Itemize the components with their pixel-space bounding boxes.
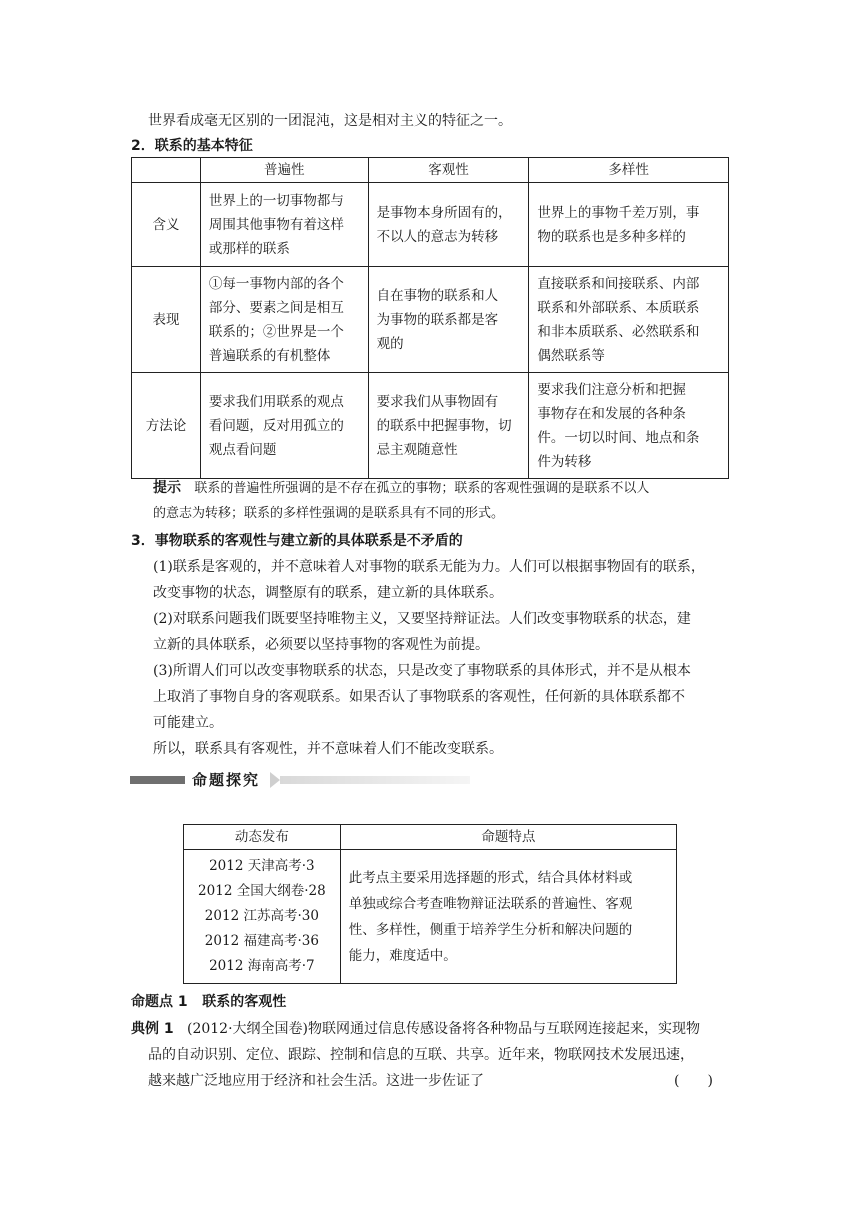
list-item: 2012 江苏高考·30 [204, 908, 319, 924]
banner-bar [130, 776, 185, 784]
row-label: 方法论 [132, 373, 201, 479]
banner-title: 命题探究 [192, 771, 261, 789]
tip-label: 提示 [153, 480, 181, 496]
list-item: 2012 海南高考·7 [209, 958, 315, 974]
table-cell: 世界上的事物千差万别，事 物的联系也是多种多样的 [529, 183, 729, 267]
header-universality: 普遍性 [200, 158, 368, 183]
example-line: 越来越广泛地应用于经济和社会生活。这进一步佐证了 [148, 1073, 484, 1089]
example-label: 典例 1 [131, 1021, 174, 1037]
section-3-line: 所以，联系具有客观性，并不意味着人们不能改变联系。 [153, 741, 503, 757]
example-line-1: 典例 1 (2012·大纲全国卷)物联网通过信息传感设备将各种物品与互联网连接起来，实现物 [131, 1021, 700, 1037]
answer-bracket: ( ) [674, 1073, 713, 1089]
table-cell: 要求我们注意分析和把握 事物存在和发展的各种条 件。一切以时间、地点和条 件为转移 [529, 373, 729, 479]
table-row [132, 267, 729, 373]
header-objectivity: 客观性 [368, 158, 529, 183]
table-cell: 要求我们用联系的观点 看问题，反对用孤立的 观点看问题 [200, 373, 368, 479]
table-cell: 自在事物的联系和人 为事物的联系都是客 观的 [368, 267, 529, 373]
chevron-right-icon [270, 772, 280, 788]
section-3-line: 上取消了事物自身的客观联系。如果否认了事物联系的客观性，任何新的具体联系都不 [153, 689, 685, 705]
features-table-header [132, 158, 729, 183]
point-title: 联系的客观性 [202, 994, 287, 1010]
header-diversity: 多样性 [529, 158, 729, 183]
point-heading [131, 990, 286, 1014]
row-label: 含义 [132, 183, 201, 267]
table-row [184, 850, 677, 984]
header-empty [132, 158, 201, 183]
table-row [132, 373, 729, 479]
banner-fade [280, 776, 470, 784]
table-row [132, 183, 729, 267]
table-cell: ①每一事物内部的各个 部分、要素之间是相互 联系的；②世界是一个 普遍联系的有机整体 [200, 267, 368, 373]
point-label: 命题点 1 [131, 994, 188, 1010]
section-3-line: 立新的具体联系，必须要以坚持事物的客观性为前提。 [153, 637, 489, 653]
section-2-heading: 2．联系的基本特征 [131, 138, 253, 154]
section-3-heading: 3．事物联系的客观性与建立新的具体联系是不矛盾的 [131, 533, 463, 549]
header-features: 命题特点 [340, 825, 676, 850]
exam-table [183, 824, 677, 984]
tip-line-1: 提示 联系的普遍性所强调的是不存在孤立的事物；联系的客观性强调的是联系不以人 [153, 480, 650, 496]
table-cell: 直接联系和间接联系、内部 联系和外部联系、本质联系 和非本质联系、必然联系和 偶然联系等 [529, 267, 729, 373]
row-label: 表现 [132, 267, 201, 373]
table-cell: 要求我们从事物固有 的联系中把握事物，切 忌主观随意性 [368, 373, 529, 479]
intro-line: 世界看成毫无区别的一团混沌，这是相对主义的特征之一。 [148, 113, 512, 129]
header-release: 动态发布 [184, 825, 341, 850]
features-cell: 此考点主要采用选择题的形式，结合具体材料或 单独或综合考查唯物辩证法联系的普遍性、客观 性、多样性，侧重于培养学生分析和解决问题的 能力，难度适中。 [340, 850, 676, 984]
table-cell: 是事物本身所固有的， 不以人的意志为转移 [368, 183, 529, 267]
section-3-line: (1)联系是客观的，并不意味着人对事物的联系无能为力。人们可以根据事物固有的联系， [153, 559, 705, 575]
tip-line-2: 的意志为转移；联系的多样性强调的是联系具有不同的形式。 [153, 506, 505, 521]
table-cell: 世界上的一切事物都与 周围其他事物有着这样 或那样的联系 [200, 183, 368, 267]
list-item: 2012 福建高考·36 [204, 933, 319, 949]
list-item: 2012 天津高考·3 [209, 858, 315, 874]
list-item: 2012 全国大纲卷·28 [198, 883, 326, 899]
exam-table-header [184, 825, 677, 850]
section-3-line: 改变事物的状态，调整原有的联系，建立新的具体联系。 [153, 585, 503, 601]
section-3-line: (3)所谓人们可以改变事物联系的状态，只是改变了事物联系的具体形式，并不是从根本 [153, 663, 691, 679]
release-list [184, 850, 341, 984]
example-line: 品的自动识别、定位、跟踪、控制和信息的互联、共享。近年来，物联网技术发展迅速， [148, 1047, 694, 1063]
section-banner [130, 770, 470, 790]
features-table [131, 157, 729, 479]
section-3-line: (2)对联系问题我们既要坚持唯物主义，又要坚持辩证法。人们改变事物联系的状态，建 [153, 611, 691, 627]
section-3-line: 可能建立。 [153, 715, 223, 731]
